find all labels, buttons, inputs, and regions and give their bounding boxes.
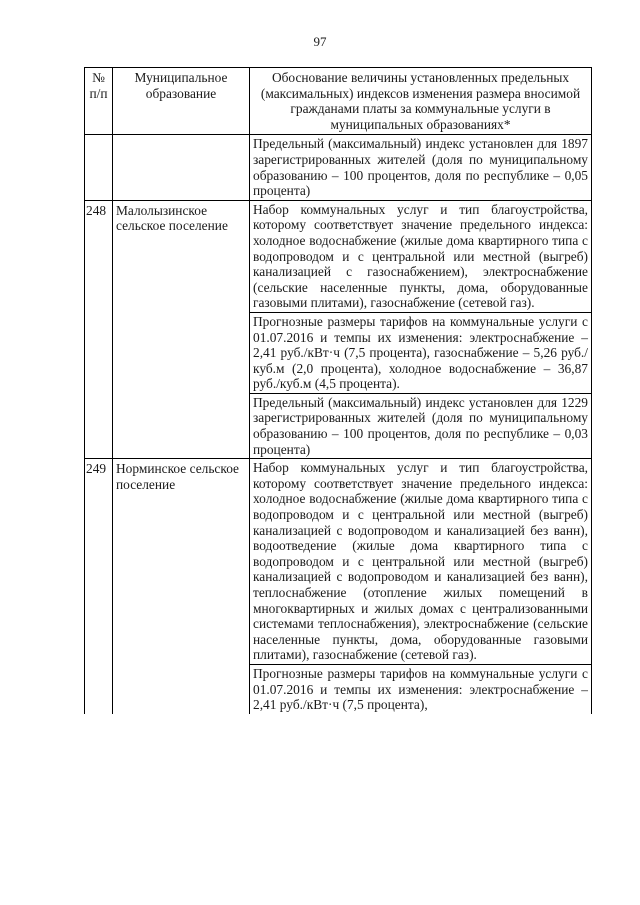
municipal-index-table — [84, 67, 592, 714]
header-justification: Обоснование величины установленных предельных (максимальных) индексов изменения размера вносимой гражданами платы за коммунальные услуги в муниципальных образованиях* — [250, 68, 592, 135]
justification-paragraph: Предельный (максимальный) индекс установлен для 1897 зарегистрированных жителей (доля по муниципальному образованию – 100 процентов, доля по республике – 0,05 процента) — [253, 136, 588, 199]
justification-paragraph: Прогнозные размеры тарифов на коммунальные услуги с 01.07.2016 и темпы их изменения: электроснабжение – 2,41 руб./кВт·ч (7,5 процента), газоснабжение – 5,26 руб./куб.м (2,0 процента), холодное водоснабжение – 36,87 руб./куб.м (4,5 процента). — [250, 313, 591, 394]
row-municipality: Малолызинское сельское поселение — [113, 200, 250, 459]
row-number — [85, 135, 113, 200]
table-row-continued — [85, 135, 592, 200]
justification-paragraph: Предельный (максимальный) индекс установлен для 1229 зарегистрированных жителей (доля по муниципальному образованию – 100 процентов, доля по республике – 0,03 процента) — [253, 394, 588, 457]
page-number: 97 — [313, 34, 327, 49]
row-justification — [250, 200, 592, 459]
row-number: 248 — [85, 200, 113, 459]
row-municipality: Норминское сельское поселение — [113, 459, 250, 714]
row-municipality — [113, 135, 250, 200]
header-number: № п/п — [85, 68, 113, 135]
justification-paragraph: Набор коммунальных услуг и тип благоустройства, которому соответствует значение предельного индекса: холодное водоснабжение (жилые дома квартирного типа с водопроводом и с центральной или местной (выгреб) канализацией с газоснабжением), электроснабжение (сельские населенные пункты, дома, оборудованные газовыми плитами), газоснабжение (сетевой газ). — [250, 201, 591, 313]
row-number: 249 — [85, 459, 113, 714]
header-municipality: Муниципальное образование — [113, 68, 250, 135]
table-row-249 — [85, 459, 592, 714]
table-header-row — [85, 68, 592, 135]
row-justification — [250, 459, 592, 714]
table-row-248 — [85, 200, 592, 459]
justification-paragraph: Прогнозные размеры тарифов на коммунальные услуги с 01.07.2016 и темпы их изменения: электроснабжение – 2,41 руб./кВт·ч (7,5 процента), — [253, 665, 588, 713]
justification-paragraph: Набор коммунальных услуг и тип благоустройства, которому соответствует значение предельного индекса: холодное водоснабжение (жилые дома квартирного типа с водопроводом и с центральной или местной (выгреб) канализацией с водопроводом и канализацией без ванн), водоотведение (жилые дома квартирного типа с водопроводом и с центральной или местной (выгреб) канализацией с водопроводом и канализацией без ванн), теплоснабжение (отопление жилых помещений в многоквартирных и жилых домах с централизованными системами теплоснабжения), электроснабжение (сельские населенные пункты, дома, оборудованные газовыми плитами), газоснабжение (сетевой газ). — [250, 459, 591, 665]
row-justification — [250, 135, 592, 200]
